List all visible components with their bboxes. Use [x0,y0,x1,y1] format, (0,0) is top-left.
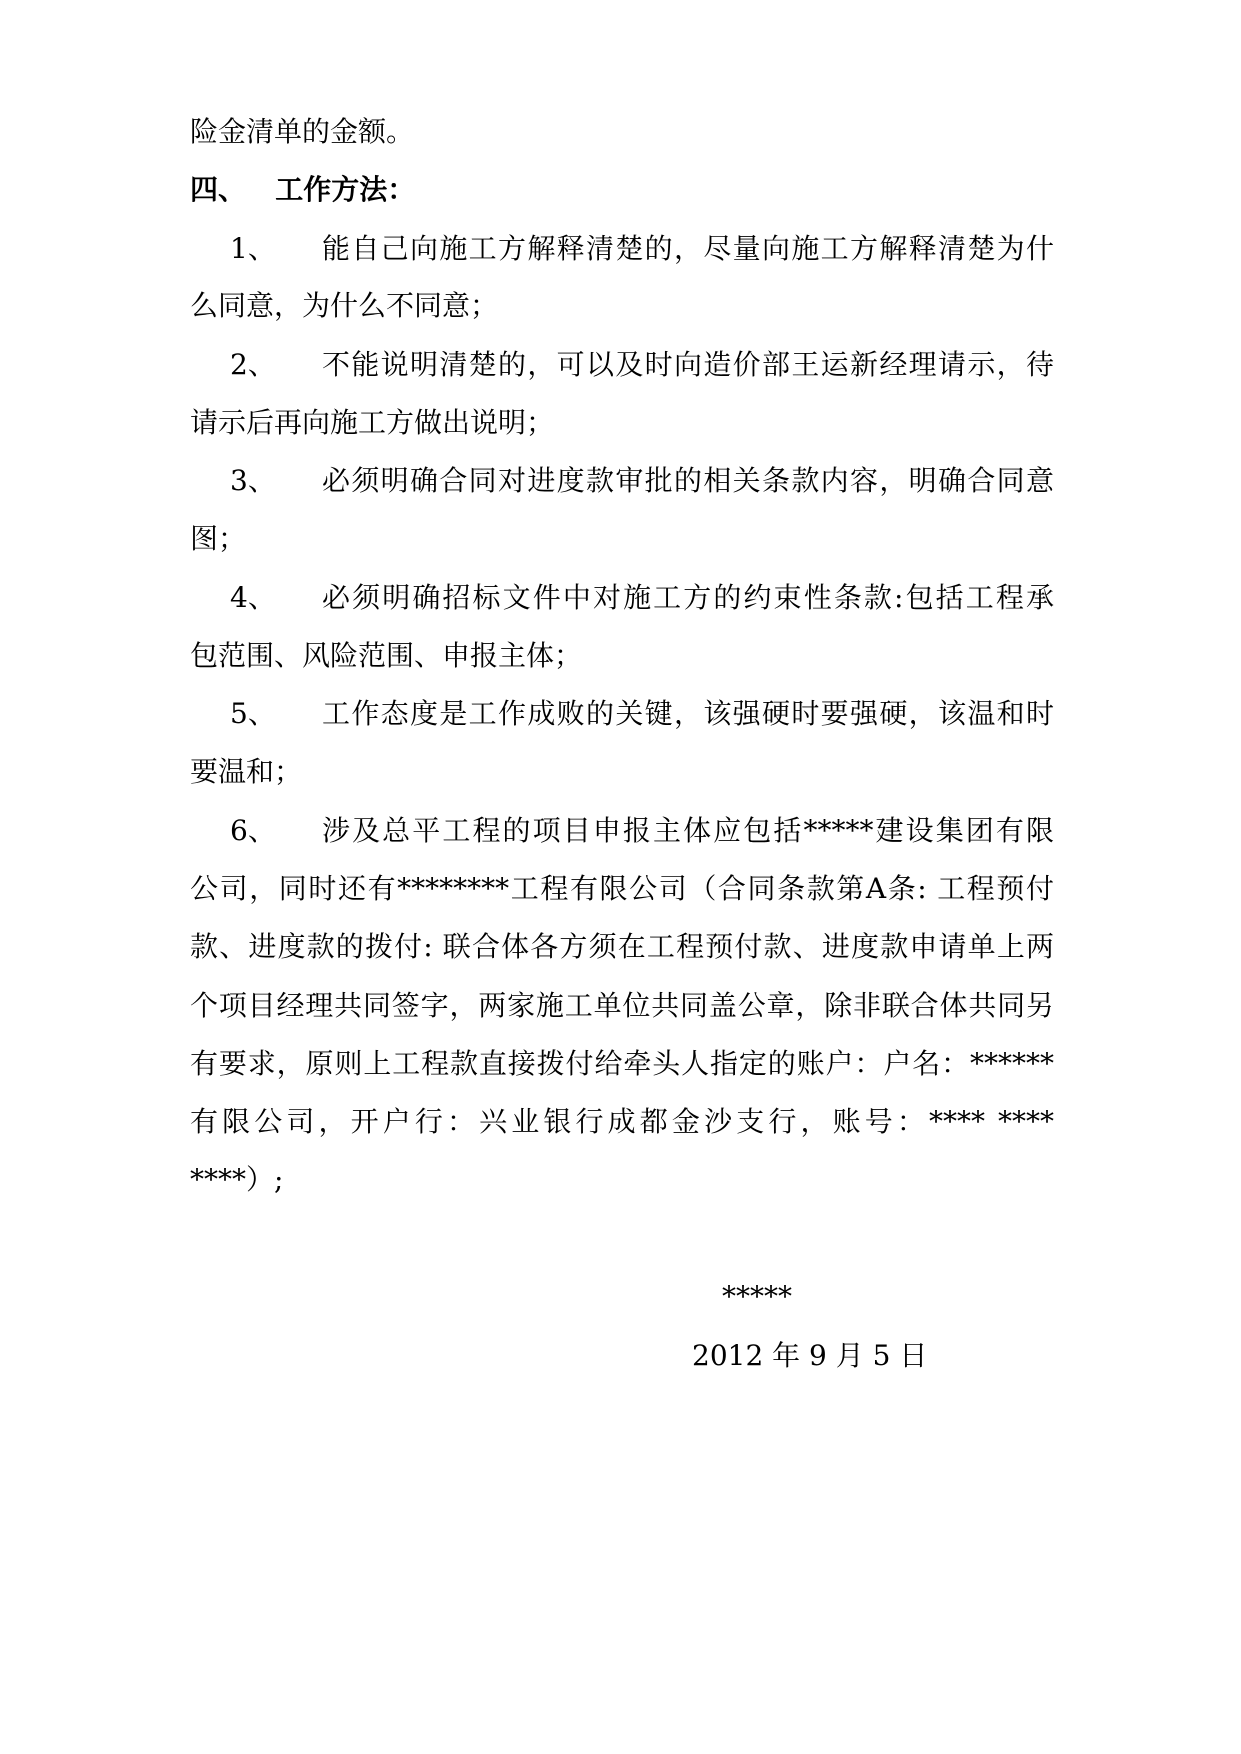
paragraph-line: 险金清单的金额。 [190,115,415,148]
list-item-text: 包范围、风险范围、申报主体； [190,639,583,672]
list-item-text: 工作态度是工作成败的关键，该强硬时要强硬，该温和时 [322,697,1054,730]
list-item-text: 有限公司，开户行：兴业银行成都金沙支行，账号：**** **** [190,1105,1054,1138]
list-item-text: 公司，同时还有********工程有限公司（合同条款第A条: 工程预付 [190,872,1054,905]
list-item-text: 能自己向施工方解释清楚的，尽量向施工方解释清楚为什 [322,232,1054,265]
list-item-number: 3、 [230,464,276,497]
list-item-text: ****）; [190,1163,284,1196]
list-item-text: 个项目经理共同签字，两家施工单位共同盖公章，除非联合体共同另 [190,989,1054,1022]
list-item-text: 不能说明清楚的，可以及时向造价部王运新经理请示，待 [322,348,1054,381]
signature: ***** [722,1280,792,1313]
list-item-text: 图； [190,522,247,555]
list-item-text: 款、进度款的拨付: 联合体各方须在工程预付款、进度款申请单上两 [190,930,1054,963]
list-item-number: 5、 [230,697,276,730]
list-item-text: 请示后再向施工方做出说明； [190,406,555,439]
list-item-text: 有要求，原则上工程款直接拨付给牵头人指定的账户：户名：****** [190,1047,1054,1080]
list-item-text: 必须明确招标文件中对施工方的约束性条款:包括工程承 [322,581,1054,614]
list-item-number: 6、 [230,814,276,847]
list-item-text: 么同意，为什么不同意； [190,289,499,322]
date: 2012 年 9 月 5 日 [692,1339,928,1372]
list-item-number: 4、 [230,581,276,614]
section-heading [190,170,415,210]
list-item-text: 涉及总平工程的项目申报主体应包括*****建设集团有限 [322,814,1054,847]
list-item-number: 1、 [230,232,276,265]
list-item-text: 必须明确合同对进度款审批的相关条款内容，明确合同意 [322,464,1054,497]
list-item-number: 2、 [230,348,276,381]
list-item-text: 要温和； [190,755,303,788]
section-heading-text: 四、 工作方法： [190,173,416,206]
